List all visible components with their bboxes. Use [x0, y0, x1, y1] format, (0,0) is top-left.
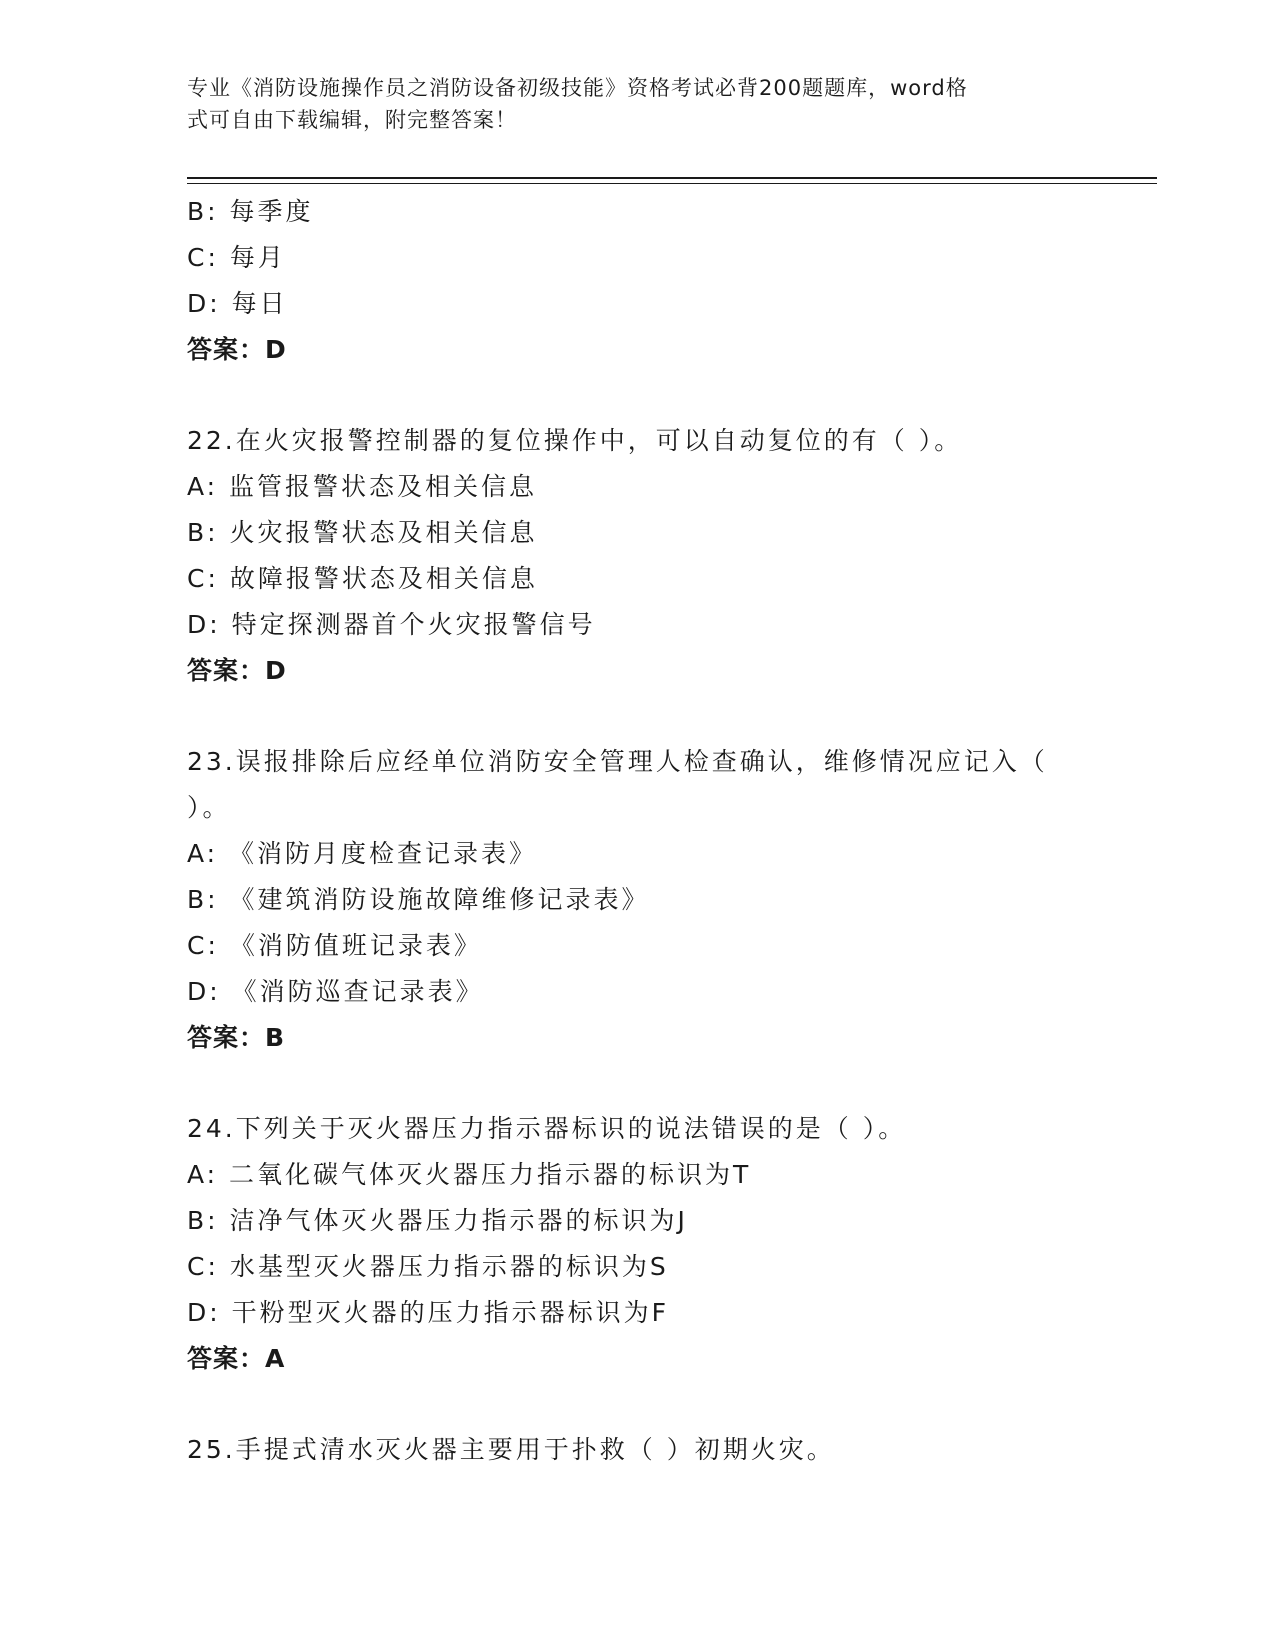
option-b: B: 每季度 [187, 197, 314, 226]
question-block-21 [187, 189, 1087, 373]
document-header [187, 72, 1067, 136]
question-text: 23.误报排除后应经单位消防安全管理人检查确认，维修情况应记入（ [187, 747, 1048, 776]
answer: 答案：D [187, 335, 287, 364]
option-a: A: 二氧化碳气体灭火器压力指示器的标识为T [187, 1160, 752, 1189]
question-text-continued: ）。 [187, 793, 231, 822]
option-a: A: 监管报警状态及相关信息 [187, 472, 538, 501]
header-rule-thin [187, 183, 1157, 184]
option-a: A: 《消防月度检查记录表》 [187, 839, 538, 868]
option-d: D: 每日 [187, 289, 288, 318]
question-list [187, 189, 1087, 1473]
question-text: 24.下列关于灭火器压力指示器标识的说法错误的是（ ）。 [187, 1114, 907, 1143]
option-d: D: 特定探测器首个火灾报警信号 [187, 610, 596, 639]
question-block-25 [187, 1427, 1087, 1473]
option-c: C: 故障报警状态及相关信息 [187, 564, 538, 593]
question-block-24 [187, 1106, 1087, 1382]
answer: 答案：A [187, 1344, 286, 1373]
answer: 答案：D [187, 656, 287, 685]
option-c: C: 《消防值班记录表》 [187, 931, 482, 960]
header-line-2: 式可自由下载编辑，附完整答案！ [187, 108, 517, 132]
question-text: 25.手提式清水灭火器主要用于扑救（ ）初期火灾。 [187, 1435, 835, 1464]
option-b: B: 《建筑消防设施故障维修记录表》 [187, 885, 650, 914]
option-b: B: 洁净气体灭火器压力指示器的标识为J [187, 1206, 688, 1235]
answer: 答案：B [187, 1023, 286, 1052]
header-line-1: 专业《消防设施操作员之消防设备初级技能》资格考试必背200题题库，word格 [187, 76, 968, 100]
question-block-23 [187, 739, 1087, 1061]
option-b: B: 火灾报警状态及相关信息 [187, 518, 538, 547]
option-d: D: 干粉型灭火器的压力指示器标识为F [187, 1298, 670, 1327]
option-d: D: 《消防巡查记录表》 [187, 977, 484, 1006]
header-rule-thick [187, 177, 1157, 179]
option-c: C: 水基型灭火器压力指示器的标识为S [187, 1252, 669, 1281]
question-text: 22.在火灾报警控制器的复位操作中，可以自动复位的有（ ）。 [187, 426, 963, 455]
question-block-22 [187, 418, 1087, 694]
option-c: C: 每月 [187, 243, 286, 272]
